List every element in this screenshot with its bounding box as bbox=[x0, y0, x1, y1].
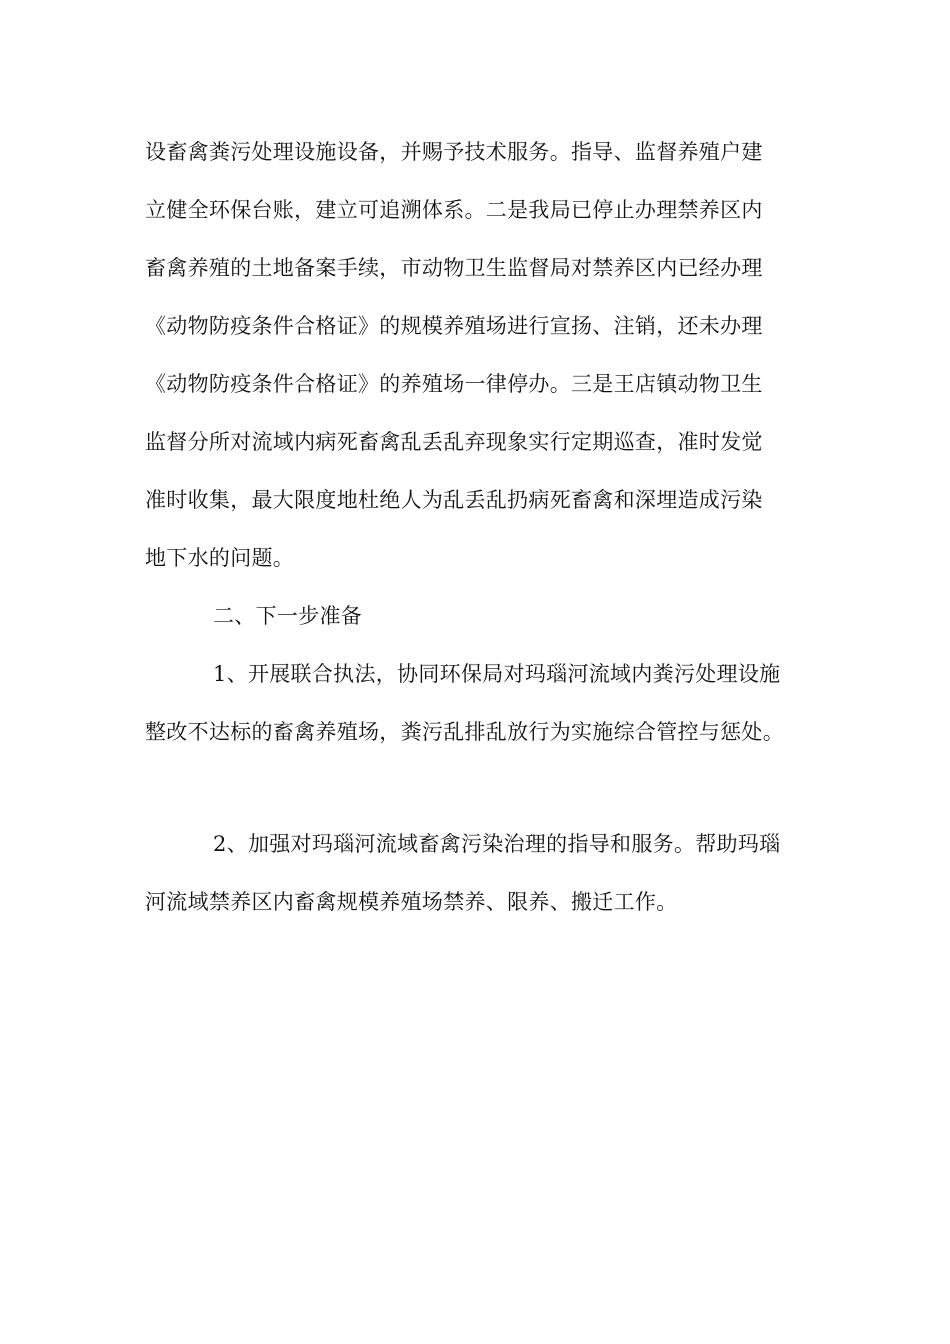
paragraph-line: 监督分所对流域内病死畜禽乱丢乱弃现象实行定期巡查，准时发觉 bbox=[145, 430, 763, 454]
list-item-1-line: 1、开展联合执法，协同环保局对玛瑙河流域内粪污处理设施 bbox=[213, 662, 781, 686]
paragraph-line: 《动物防疫条件合格证》的养殖场一律停办。三是王店镇动物卫生 bbox=[145, 372, 763, 396]
list-item-2-line: 2、加强对玛瑙河流域畜禽污染治理的指导和服务。帮助玛瑙 bbox=[213, 832, 781, 856]
paragraph-line: 设畜禽粪污处理设施设备，并赐予技术服务。指导、监督养殖户建 bbox=[145, 140, 763, 164]
paragraph-line: 畜禽养殖的土地备案手续，市动物卫生监督局对禁养区内已经办理 bbox=[145, 256, 763, 280]
section-heading: 二、下一步准备 bbox=[213, 604, 363, 628]
paragraph-line: 《动物防疫条件合格证》的规模养殖场进行宣扬、注销，还未办理 bbox=[145, 314, 763, 338]
list-item-2-line: 河流域禁养区内畜禽规模养殖场禁养、限养、搬迁工作。 bbox=[145, 890, 678, 914]
paragraph-line: 地下水的问题。 bbox=[145, 546, 295, 570]
paragraph-line: 立健全环保台账，建立可追溯体系。二是我局已停止办理禁养区内 bbox=[145, 198, 763, 222]
list-item-1-line: 整改不达标的畜禽养殖场，粪污乱排乱放行为实施综合管控与惩处。 bbox=[145, 720, 784, 744]
paragraph-line: 准时收集，最大限度地杜绝人为乱丢乱扔病死畜禽和深埋造成污染 bbox=[145, 488, 763, 512]
